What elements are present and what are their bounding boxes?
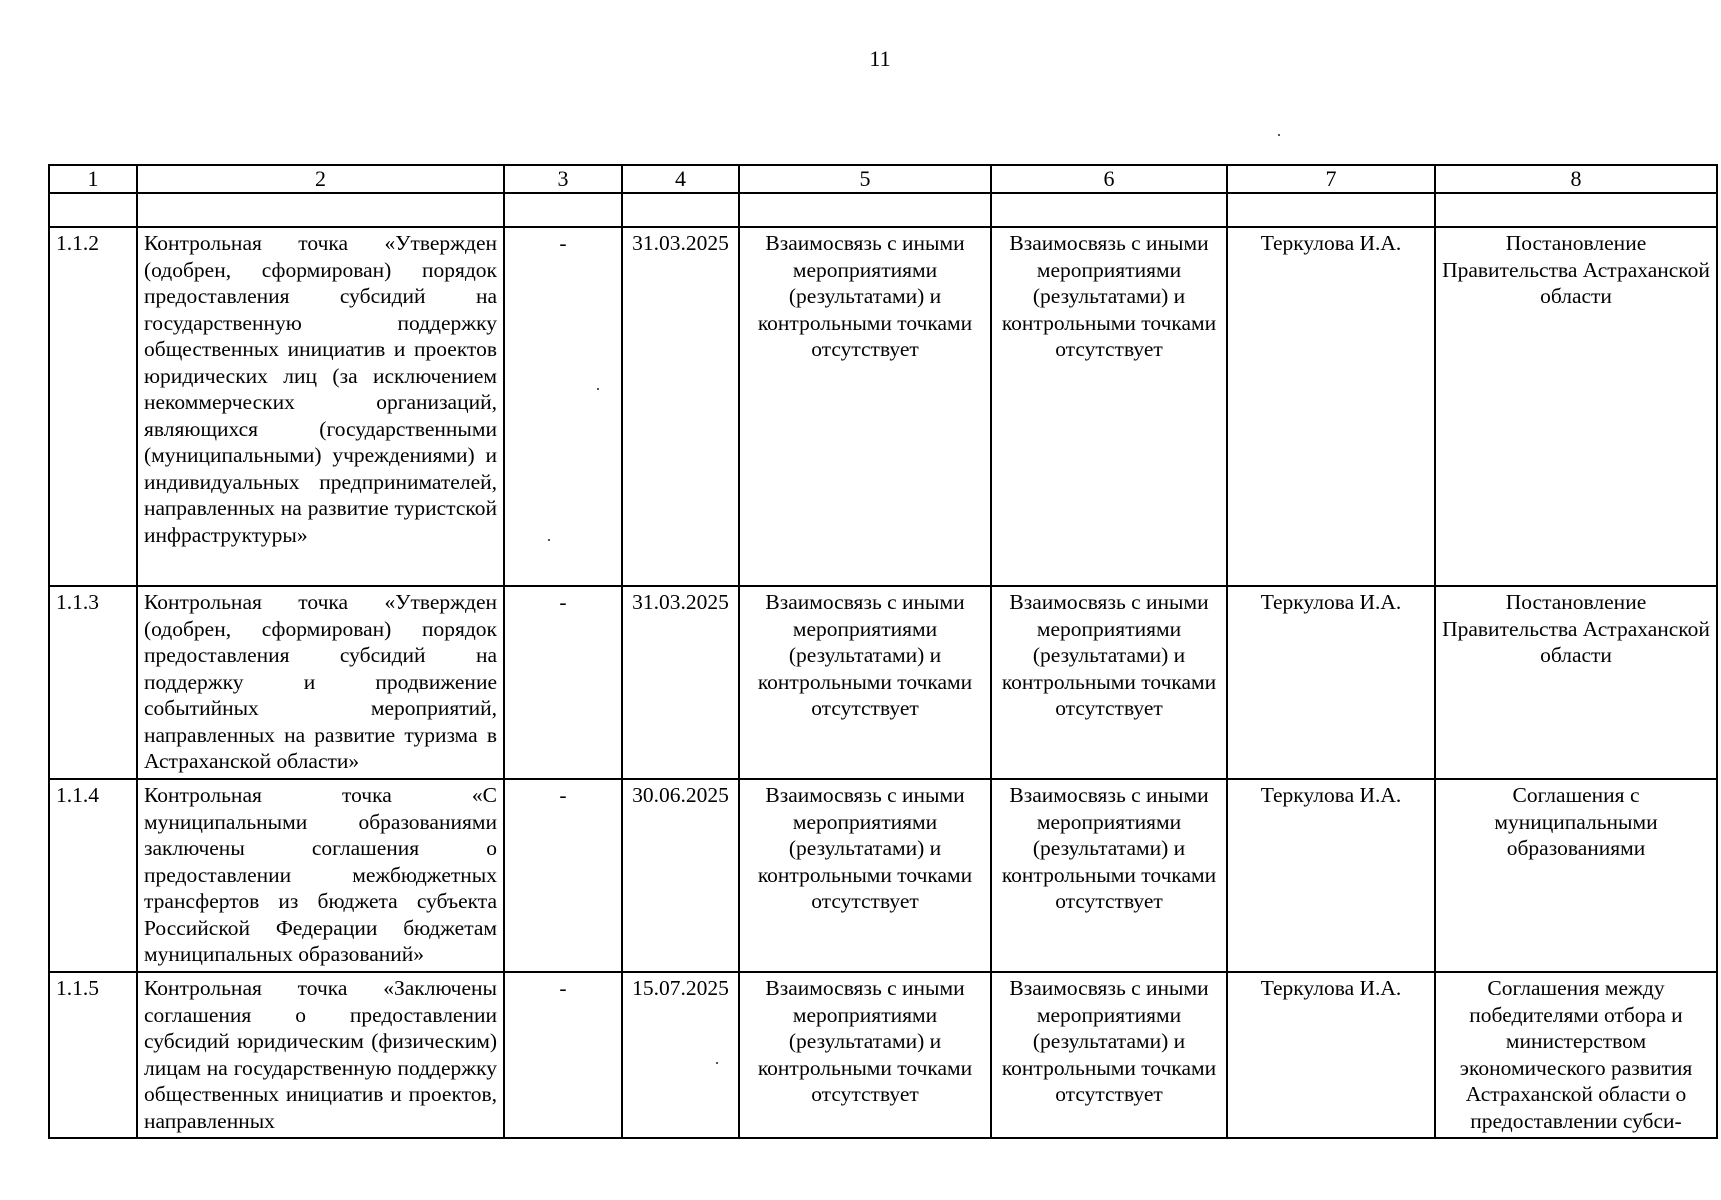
document-type: Постановление Правительства Астраханской области (1435, 227, 1717, 586)
row-number: 1.1.3 (49, 586, 137, 779)
deadline-date: 31.03.2025 (622, 227, 739, 586)
column-number: 1 (49, 165, 137, 193)
column-number: 5 (739, 165, 991, 193)
scan-speck (597, 388, 599, 390)
column-number-row (49, 165, 1717, 193)
column-3-value: - (504, 227, 622, 586)
column-number: 3 (504, 165, 622, 193)
column-number: 6 (991, 165, 1227, 193)
empty-cell (1435, 193, 1717, 227)
deadline-date: 31.03.2025 (622, 586, 739, 779)
table-row (49, 227, 1717, 586)
relation-text: Взаимосвязь с иными мероприятиями (результатами) и контрольными точками отсутствует (991, 972, 1227, 1138)
deadline-date: 15.07.2025 (622, 972, 739, 1138)
table-row (49, 972, 1717, 1138)
page-number: 11 (869, 46, 891, 71)
responsible-person: Теркулова И.А. (1227, 227, 1435, 586)
empty-cell (739, 193, 991, 227)
control-point-description: Контрольная точка «Утвержден (одобрен, сформирован) порядок предоставления субсидий на поддержку и продвижение событийных мероприятий, направленных на развитие туризма в Астраханской области» (137, 586, 504, 779)
responsible-person: Теркулова И.А. (1227, 779, 1435, 972)
responsible-person: Теркулова И.А. (1227, 972, 1435, 1138)
relation-text: Взаимосвязь с иными мероприятиями (результатами) и контрольными точками отсутствует (991, 227, 1227, 586)
column-3-value: - (504, 586, 622, 779)
column-3-value: - (504, 779, 622, 972)
row-number: 1.1.4 (49, 779, 137, 972)
control-point-description: Контрольная точка «Заключены соглашения о предоставлении субсидий юридическим (физическим) лицам на государственную поддержку общественных инициатив и проектов, направленных (137, 972, 504, 1138)
column-number: 4 (622, 165, 739, 193)
relation-text: Взаимосвязь с иными мероприятиями (результатами) и контрольными точками отсутствует (739, 972, 991, 1138)
row-number: 1.1.2 (49, 227, 137, 586)
deadline-date: 30.06.2025 (622, 779, 739, 972)
document-type: Постановление Правительства Астраханской области (1435, 586, 1717, 779)
row-number: 1.1.5 (49, 972, 137, 1138)
empty-cell (622, 193, 739, 227)
scan-speck (716, 1062, 718, 1064)
control-point-description: Контрольная точка «Утвержден (одобрен, сформирован) порядок предоставления субсидий на государственную поддержку общественных инициатив и проектов юридических лиц (за исключением некоммерческих организаций, являющихся (государственными (муниципальными) учреждениями) и индивидуальных предпринимателей, направленных на развитие туристской инфраструктуры» (137, 227, 504, 586)
relation-text: Взаимосвязь с иными мероприятиями (результатами) и контрольными точками отсутствует (739, 586, 991, 779)
table-row (49, 586, 1717, 779)
document-type: Соглашения с муниципальными образованиями (1435, 779, 1717, 972)
table-row (49, 779, 1717, 972)
relation-text: Взаимосвязь с иными мероприятиями (результатами) и контрольными точками отсутствует (991, 779, 1227, 972)
empty-cell (137, 193, 504, 227)
empty-cell (991, 193, 1227, 227)
document-type: Соглашения между победителями отбора и министерством экономического развития Астраханской области о предоставлении субси- (1435, 972, 1717, 1138)
relation-text: Взаимосвязь с иными мероприятиями (результатами) и контрольными точками отсутствует (739, 227, 991, 586)
relation-text: Взаимосвязь с иными мероприятиями (результатами) и контрольными точками отсутствует (991, 586, 1227, 779)
control-points-table (48, 164, 1718, 1139)
responsible-person: Теркулова И.А. (1227, 586, 1435, 779)
empty-cell (504, 193, 622, 227)
scan-speck (1278, 134, 1280, 136)
column-3-value: - (504, 972, 622, 1138)
column-number: 8 (1435, 165, 1717, 193)
column-number: 7 (1227, 165, 1435, 193)
empty-row (49, 193, 1717, 227)
empty-cell (1227, 193, 1435, 227)
column-number: 2 (137, 165, 504, 193)
empty-cell (49, 193, 137, 227)
control-point-description: Контрольная точка «С муниципальными образованиями заключены соглашения о предоставлении межбюджетных трансфертов из бюджета субъекта Российской Федерации бюджетам муниципальных образований» (137, 779, 504, 972)
relation-text: Взаимосвязь с иными мероприятиями (результатами) и контрольными точками отсутствует (739, 779, 991, 972)
scan-speck (548, 539, 550, 541)
